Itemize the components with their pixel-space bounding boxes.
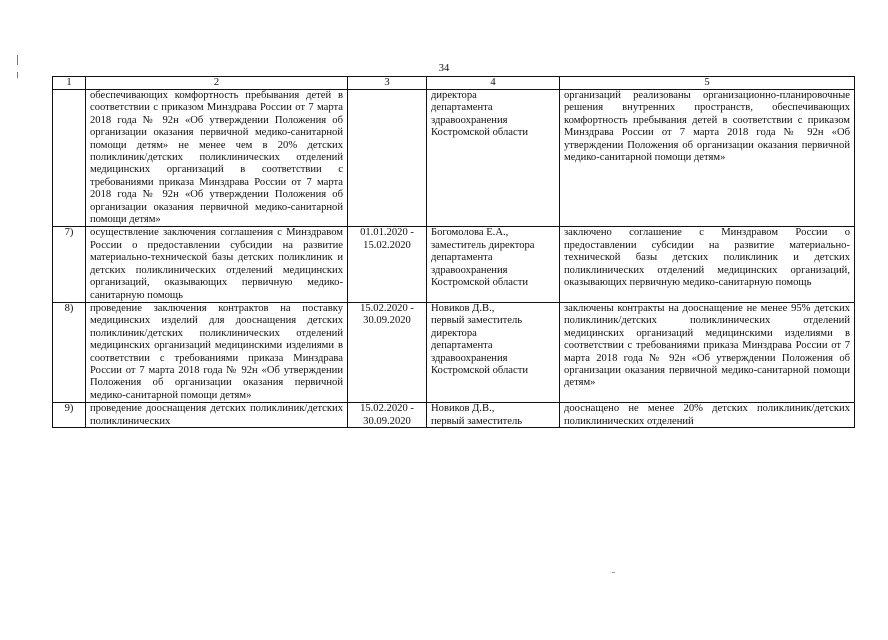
- result-cell: [560, 302, 855, 402]
- result-cell: [560, 227, 855, 302]
- column-header: 1: [53, 77, 86, 90]
- activity-cell: [86, 403, 348, 428]
- responsible-text: Богомолова Е.А., заместитель директора департамента здравоохранения Костромской области: [431, 227, 535, 289]
- responsible-cell: [427, 227, 560, 302]
- plan-table: [52, 76, 855, 428]
- column-header: 3: [348, 77, 427, 90]
- result-text: заключено соглашение с Минздравом России о предоставлении субсидии на развитие материально-технической базы детских поликлиник и детских поликлинических отделений медицинских организаций, оказывающих первичную медико-санитарную помощь: [564, 227, 850, 289]
- dates-text: 15.02.2020 - 30.09.2020: [360, 302, 414, 327]
- table-row: [53, 90, 855, 227]
- result-text: дооснащено не менее 20% детских поликлиник/детских поликлинических отделений: [564, 403, 850, 427]
- activity-text: осуществление заключения соглашения с Минздравом России о предоставлении субсидии на развитие материально-технической базы детских поликлиник и детских поликлинических отделений медицинских организаций, оказывающих первичную медико-санитарную помощь: [90, 227, 343, 301]
- table-row: [53, 227, 855, 302]
- header-row: [53, 77, 855, 90]
- row-number: [53, 90, 86, 227]
- responsible-cell: [427, 302, 560, 402]
- row-number: 8): [53, 302, 86, 402]
- result-cell: [560, 90, 855, 227]
- activity-cell: [86, 227, 348, 302]
- dates-cell: [348, 90, 427, 227]
- activity-cell: [86, 302, 348, 402]
- result-text: заключены контракты на дооснащение не менее 95% детских поликлиник/детских поликлинических отделений медицинских организаций медицинскими изделиями в соответствии с требованиями приказа Минздрава России от 7 марта 2018 года № 92н «Об утверждении Положения об организации оказания первичной медико-санитарной помощи детям»: [564, 302, 850, 389]
- activity-text: проведение дооснащения детских поликлиник/детских поликлинических: [90, 403, 343, 427]
- responsible-text: Новиков Д.В., первый заместитель: [431, 403, 523, 427]
- activity-text: обеспечивающих комфортность пребывания детей в соответствии с приказом Минздрава России от 7 марта 2018 года № 92н «Об утверждении Положения об организации оказания первичной медико-санитарной помощи детям» не менее чем в 20% детских поликлиник/детских поликлинических отделений медицинских организаций в соответствии с требованиями приказа Минздрава России от 7 марта 2018 года № 92н «Об утверждении Положения об организации оказания первичной медико-санитарной помощи детям»: [90, 90, 343, 226]
- dates-cell: [348, 403, 427, 428]
- result-text: организаций реализованы организационно-планировочные решения внутренних пространств, обеспечивающих комфортность пребывания детей в соответствии с приказом Минздрава России от 7 марта 2018 года № 92н «Об утверждении Положения об организации оказания первичной медико-санитарной помощи детям»: [564, 90, 850, 164]
- column-header: 5: [560, 77, 855, 90]
- responsible-text: Новиков Д.В., первый заместитель директора департамента здравоохранения Костромской области: [431, 302, 528, 376]
- scan-speck: [612, 572, 615, 573]
- activity-text: проведение заключения контрактов на поставку медицинских изделий для дооснащения детских поликлиник/детских поликлинических отделений медицинских организаций медицинскими изделиями в соответствии с требованиями приказа Минздрава России от 7 марта 2018 года № 92н «Об утверждении Положения об организации оказания первичной медико-санитарной помощи детям»: [90, 302, 343, 401]
- activity-cell: [86, 90, 348, 227]
- dates-cell: [348, 227, 427, 302]
- row-number: 7): [53, 227, 86, 302]
- responsible-cell: [427, 403, 560, 428]
- table-row: [53, 403, 855, 428]
- responsible-text: директора департамента здравоохранения Костромской области: [431, 90, 528, 139]
- result-cell: [560, 403, 855, 428]
- page-number: 34: [438, 63, 450, 74]
- responsible-cell: [427, 90, 560, 227]
- dates-cell: [348, 302, 427, 402]
- column-header: 2: [86, 77, 348, 90]
- dates-text: 01.01.2020 - 15.02.2020: [360, 227, 414, 251]
- row-number: 9): [53, 403, 86, 428]
- table-row: [53, 302, 855, 402]
- column-header: 4: [427, 77, 560, 90]
- dates-text: 15.02.2020 - 30.09.2020: [360, 403, 414, 427]
